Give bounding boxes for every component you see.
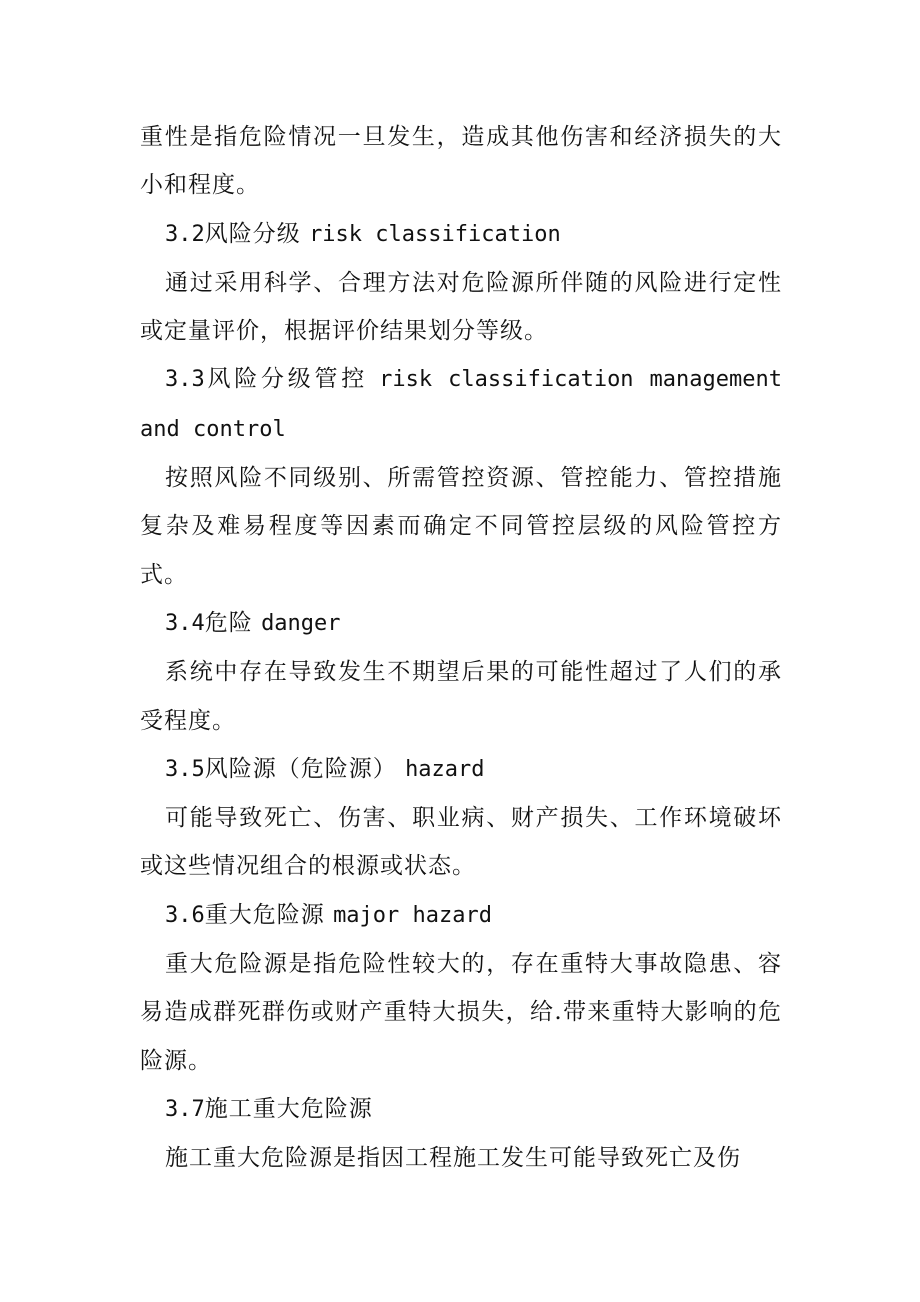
section-heading-3-7 (140, 1085, 782, 1134)
section-body-3-2 (140, 259, 782, 356)
section-number: 3.3 (165, 367, 205, 393)
section-title-en: risk classification (309, 221, 561, 247)
paragraph-text: 按照风险不同级别、所需管控资源、管控能力、管控措施复杂及难易程度等因素而确定不同管控层级的风险管控方式。 (140, 465, 782, 588)
paragraph-text: 重性是指危险情况一旦发生，造成其他伤害和经济损失的大小和程度。 (140, 124, 782, 199)
section-number: 3.7 (165, 1096, 205, 1122)
section-heading-3-2 (140, 210, 782, 259)
section-title-cn: 风险分级管控 (204, 366, 369, 393)
section-body-3-3 (140, 454, 782, 599)
section-title-cn: 危险 (204, 609, 253, 636)
section-number: 3.2 (165, 221, 205, 247)
section-heading-3-5 (140, 745, 782, 794)
section-title-cn: 施工重大危险源 (204, 1095, 373, 1122)
paragraph-text: 系统中存在导致发生不期望后果的可能性超过了人们的承受程度。 (140, 659, 782, 734)
section-number: 3.6 (165, 902, 205, 928)
document-body (140, 113, 782, 1183)
paragraph-text: 通过采用科学、合理方法对危险源所伴随的风险进行定性或定量评价，根据评价结果划分等级。 (140, 269, 782, 345)
section-title-en: hazard (405, 756, 485, 782)
paragraph-text: 施工重大危险源是指因工程施工发生可能导致死亡及伤 (165, 1145, 741, 1172)
section-title-en: major hazard (333, 902, 493, 928)
section-title-cn: 风险源（危险源） (204, 755, 397, 782)
paragraph-text: 可能导致死亡、伤害、职业病、财产损失、工作环境破坏或这些情况组合的根源或状态。 (140, 805, 782, 880)
section-number: 3.5 (165, 756, 205, 782)
section-title-cn: 风险分级 (204, 220, 301, 247)
section-title-en: danger (261, 610, 341, 636)
section-heading-3-6 (140, 891, 782, 940)
section-heading-3-4 (140, 599, 782, 648)
section-body-3-7 (140, 1134, 782, 1182)
paragraph-text: 重大危险源是指危险性较大的，存在重特大事故隐患、容易造成群死群伤或财产重特大损失，给.带来重特大影响的危险源。 (140, 951, 782, 1074)
section-title-en: risk classification management and control (140, 367, 783, 442)
section-number: 3.4 (165, 610, 205, 636)
section-body-3-6 (140, 940, 782, 1085)
section-body-3-5 (140, 794, 782, 891)
section-body-3-4 (140, 648, 782, 745)
paragraph-intro (140, 113, 782, 210)
section-title-cn: 重大危险源 (204, 901, 325, 928)
section-heading-3-3 (140, 355, 782, 454)
